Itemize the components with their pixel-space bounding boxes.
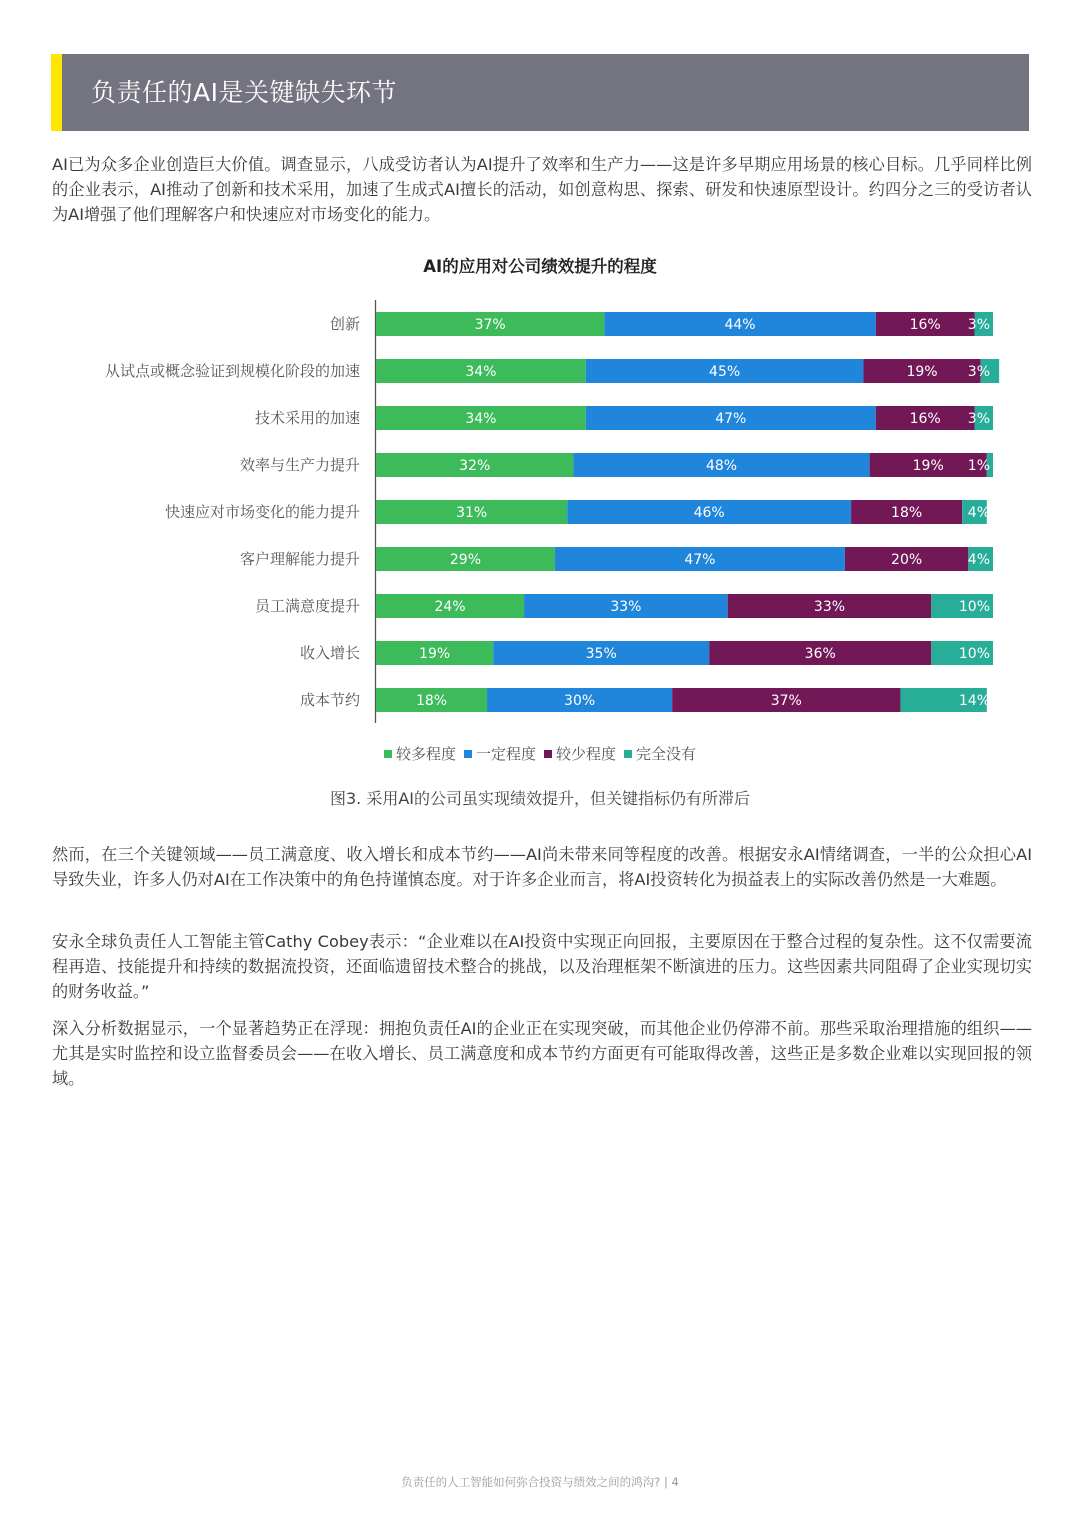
data-label: 10%: [958, 646, 990, 662]
data-label: 3%: [967, 364, 990, 380]
category-label: 技术采用的加速: [254, 409, 360, 427]
data-label: 33%: [610, 599, 642, 615]
legend-item: [544, 743, 616, 764]
stacked-bar-chart: [0, 290, 1080, 730]
data-label: 44%: [724, 317, 756, 333]
data-label: 46%: [693, 505, 725, 521]
data-label: 35%: [585, 646, 617, 662]
section-title: 负责任的AI是关键缺失环节: [91, 78, 397, 107]
legend-swatch: [384, 750, 392, 758]
accent-bar: [51, 54, 62, 131]
legend-item: [464, 743, 536, 764]
chart-title: AI的应用对公司绩效提升的程度: [423, 257, 657, 276]
data-label: 16%: [909, 317, 941, 333]
category-label: 成本节约: [299, 691, 360, 709]
data-label: 29%: [449, 552, 482, 568]
legend-label: 完全没有: [636, 745, 697, 763]
legend-item: [624, 743, 696, 764]
data-label: 3%: [967, 317, 990, 333]
data-label: 18%: [415, 693, 448, 709]
category-label: 从试点或概念验证到规模化阶段的加速: [104, 362, 360, 380]
category-label: 客户理解能力提升: [239, 550, 360, 568]
data-label: 3%: [967, 411, 990, 427]
data-label: 48%: [705, 458, 738, 474]
category-label: 快速应对市场变化的能力提升: [164, 503, 360, 521]
paragraph-1: 然而，在三个关键领域——员工满意度、收入增长和成本节约——AI尚未带来同等程度的改善。根据安永AI情绪调查，一半的公众担心AI导致失业，许多人仍对AI在工作决策中的角色持谨慎态度。对于许多企业而言，将AI投资转化为损益表上的实际改善仍然是一大难题。: [52, 845, 1032, 889]
legend-label: 较多程度: [395, 745, 456, 763]
data-label: 34%: [465, 411, 497, 427]
data-label: 45%: [709, 364, 741, 380]
data-label: 19%: [906, 364, 938, 380]
category-label: 收入增长: [299, 644, 360, 662]
data-label: 19%: [419, 646, 451, 662]
data-label: 19%: [912, 458, 944, 474]
data-label: 47%: [715, 411, 747, 427]
data-label: 20%: [891, 552, 923, 568]
figure-caption: 图3. 采用AI的公司虽实现绩效提升，但关键指标仍有所滞后: [329, 789, 751, 808]
paragraph-3: 深入分析数据显示，一个显著趋势正在浮现：拥抱负责任AI的企业正在实现突破，而其他企业仍停滞不前。那些采取治理措施的组织——尤其是实时监控和设立监督委员会——在收入增长、员工满意度和成本节约方面更有可能取得改善，这些正是多数企业难以实现回报的领域。: [52, 1019, 1032, 1088]
chart-legend: [0, 743, 1080, 764]
section-banner: [51, 54, 1029, 131]
data-label: 10%: [958, 599, 990, 615]
data-label: 34%: [465, 364, 497, 380]
data-label: 1%: [967, 458, 990, 474]
intro-paragraph: AI已为众多企业创造巨大价值。调查显示，八成受访者认为AI提升了效率和生产力——这是许多早期应用场景的核心目标。几乎同样比例的企业表示，AI推动了创新和技术采用，加速了生成式AI擅长的活动，如创意构思、探索、研发和快速原型设计。约四分之三的受访者认为AI增强了他们理解客户和快速应对市场变化的能力。: [52, 155, 1032, 224]
legend-swatch: [624, 750, 632, 758]
data-label: 16%: [909, 411, 941, 427]
data-label: 30%: [564, 693, 596, 709]
legend-swatch: [544, 750, 552, 758]
data-label: 32%: [459, 458, 491, 474]
data-label: 37%: [474, 317, 506, 333]
data-label: 47%: [684, 552, 716, 568]
data-label: 33%: [813, 599, 846, 615]
page-footer: 负责任的人工智能如何弥合投资与绩效之间的鸿沟? | 4: [401, 1475, 679, 1489]
data-label: 31%: [456, 505, 488, 521]
legend-swatch: [464, 750, 472, 758]
legend-label: 一定程度: [475, 745, 536, 763]
data-label: 4%: [967, 505, 990, 521]
data-label: 14%: [958, 693, 990, 709]
data-label: 18%: [891, 505, 923, 521]
category-label: 员工满意度提升: [254, 597, 360, 615]
legend-item: [384, 743, 456, 764]
paragraph-2: 安永全球负责任人工智能主管Cathy Cobey表示：“企业难以在AI投资中实现正向回报，主要原因在于整合过程的复杂性。这不仅需要流程再造、技能提升和持续的数据流投资，还面临遗留技术整合的挑战，以及治理框架不断演进的压力。这些因素共同阻碍了企业实现切实的财务收益。”: [52, 932, 1032, 1001]
category-label: 效率与生产力提升: [239, 456, 360, 474]
legend-label: 较少程度: [556, 745, 617, 763]
category-label: 创新: [329, 315, 360, 333]
data-label: 24%: [434, 599, 466, 615]
data-label: 36%: [804, 646, 836, 662]
data-label: 37%: [770, 693, 802, 709]
data-label: 4%: [967, 552, 990, 568]
